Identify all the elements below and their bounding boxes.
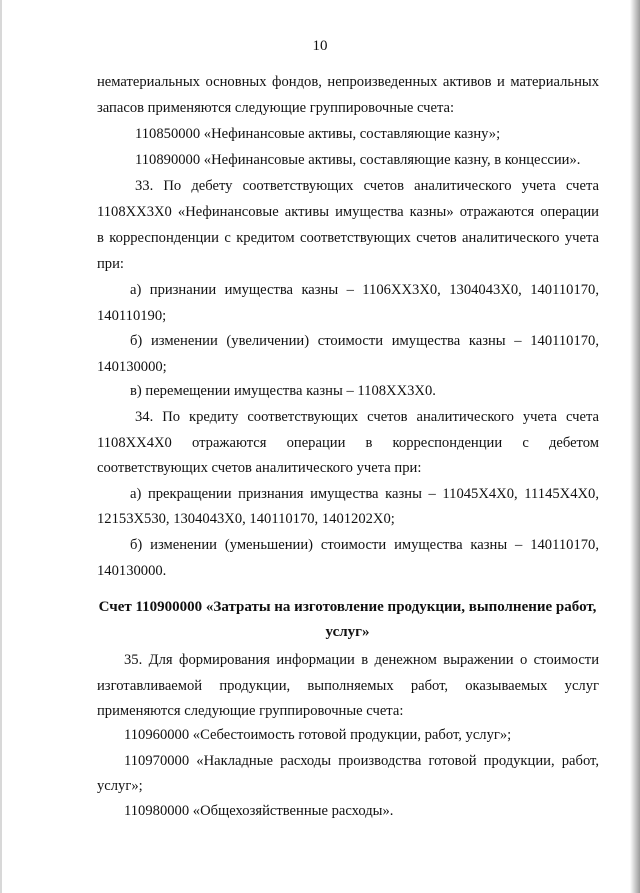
list-item-b: б) изменении (увеличении) стоимости имущества казны – 140110170, bbox=[130, 333, 599, 349]
page-number: 10 bbox=[312, 38, 328, 54]
list-item-a-cont: 12153X530, 1304043X0, 140110170, 1401202X0; bbox=[97, 511, 395, 527]
clause-35-line: применяются следующие группировочные счета: bbox=[97, 703, 404, 719]
account-item: 110850000 «Нефинансовые активы, составляющие казну»; bbox=[135, 126, 501, 142]
scan-edge-left bbox=[0, 0, 2, 893]
list-item-b-cont: 140130000; bbox=[97, 359, 167, 375]
clause-34-line: соответствующих счетов аналитического учета при: bbox=[97, 460, 422, 476]
clause-33-line: в корреспонденции с кредитом соответствующих счетов аналитического учета bbox=[97, 230, 599, 246]
list-item-b: б) изменении (уменьшении) стоимости имущества казны – 140110170, bbox=[130, 537, 599, 553]
account-item: 110980000 «Общехозяйственные расходы». bbox=[124, 803, 394, 819]
clause-33-line: при: bbox=[97, 256, 124, 272]
clause-33-line: 1108XX3X0 «Нефинансовые активы имущества казны» отражаются операции bbox=[97, 204, 599, 220]
account-item: 110960000 «Себестоимость готовой продукции, работ, услуг»; bbox=[124, 727, 512, 743]
list-item-c: в) перемещении имущества казны – 1108XX3X0. bbox=[130, 383, 436, 399]
clause-34-line: 34. По кредиту соответствующих счетов аналитического учета счета bbox=[135, 409, 599, 425]
section-heading: услуг» bbox=[325, 624, 370, 640]
list-item-b-cont: 140130000. bbox=[97, 563, 167, 579]
scan-edge-right bbox=[630, 0, 640, 893]
clause-33-line: 33. По дебету соответствующих счетов аналитического учета счета bbox=[135, 178, 599, 194]
section-heading: Счет 110900000 «Затраты на изготовление продукции, выполнение работ, bbox=[98, 599, 597, 615]
clause-34-line: 1108XX4X0 отражаются операции в корреспонденции с дебетом bbox=[97, 435, 599, 451]
list-item-a: а) прекращении признания имущества казны – 11045X4X0, 11145X4X0, bbox=[130, 486, 599, 502]
account-item: 110890000 «Нефинансовые активы, составляющие казну, в концессии». bbox=[135, 152, 581, 168]
account-item: 110970000 «Накладные расходы производства готовой продукции, работ, bbox=[124, 753, 599, 769]
list-item-a-cont: 140110190; bbox=[97, 308, 167, 324]
clause-35-line: 35. Для формирования информации в денежном выражении о стоимости bbox=[124, 652, 599, 668]
list-item-a: а) признании имущества казны – 1106XX3X0, 1304043X0, 140110170, bbox=[130, 282, 599, 298]
paragraph-line: нематериальных основных фондов, непроизведенных активов и материальных bbox=[97, 74, 599, 90]
account-item-cont: услуг»; bbox=[97, 778, 143, 794]
paragraph-line: запасов применяются следующие группировочные счета: bbox=[97, 100, 455, 116]
clause-35-line: изготавливаемой продукции, выполняемых работ, оказываемых услуг bbox=[97, 678, 599, 694]
